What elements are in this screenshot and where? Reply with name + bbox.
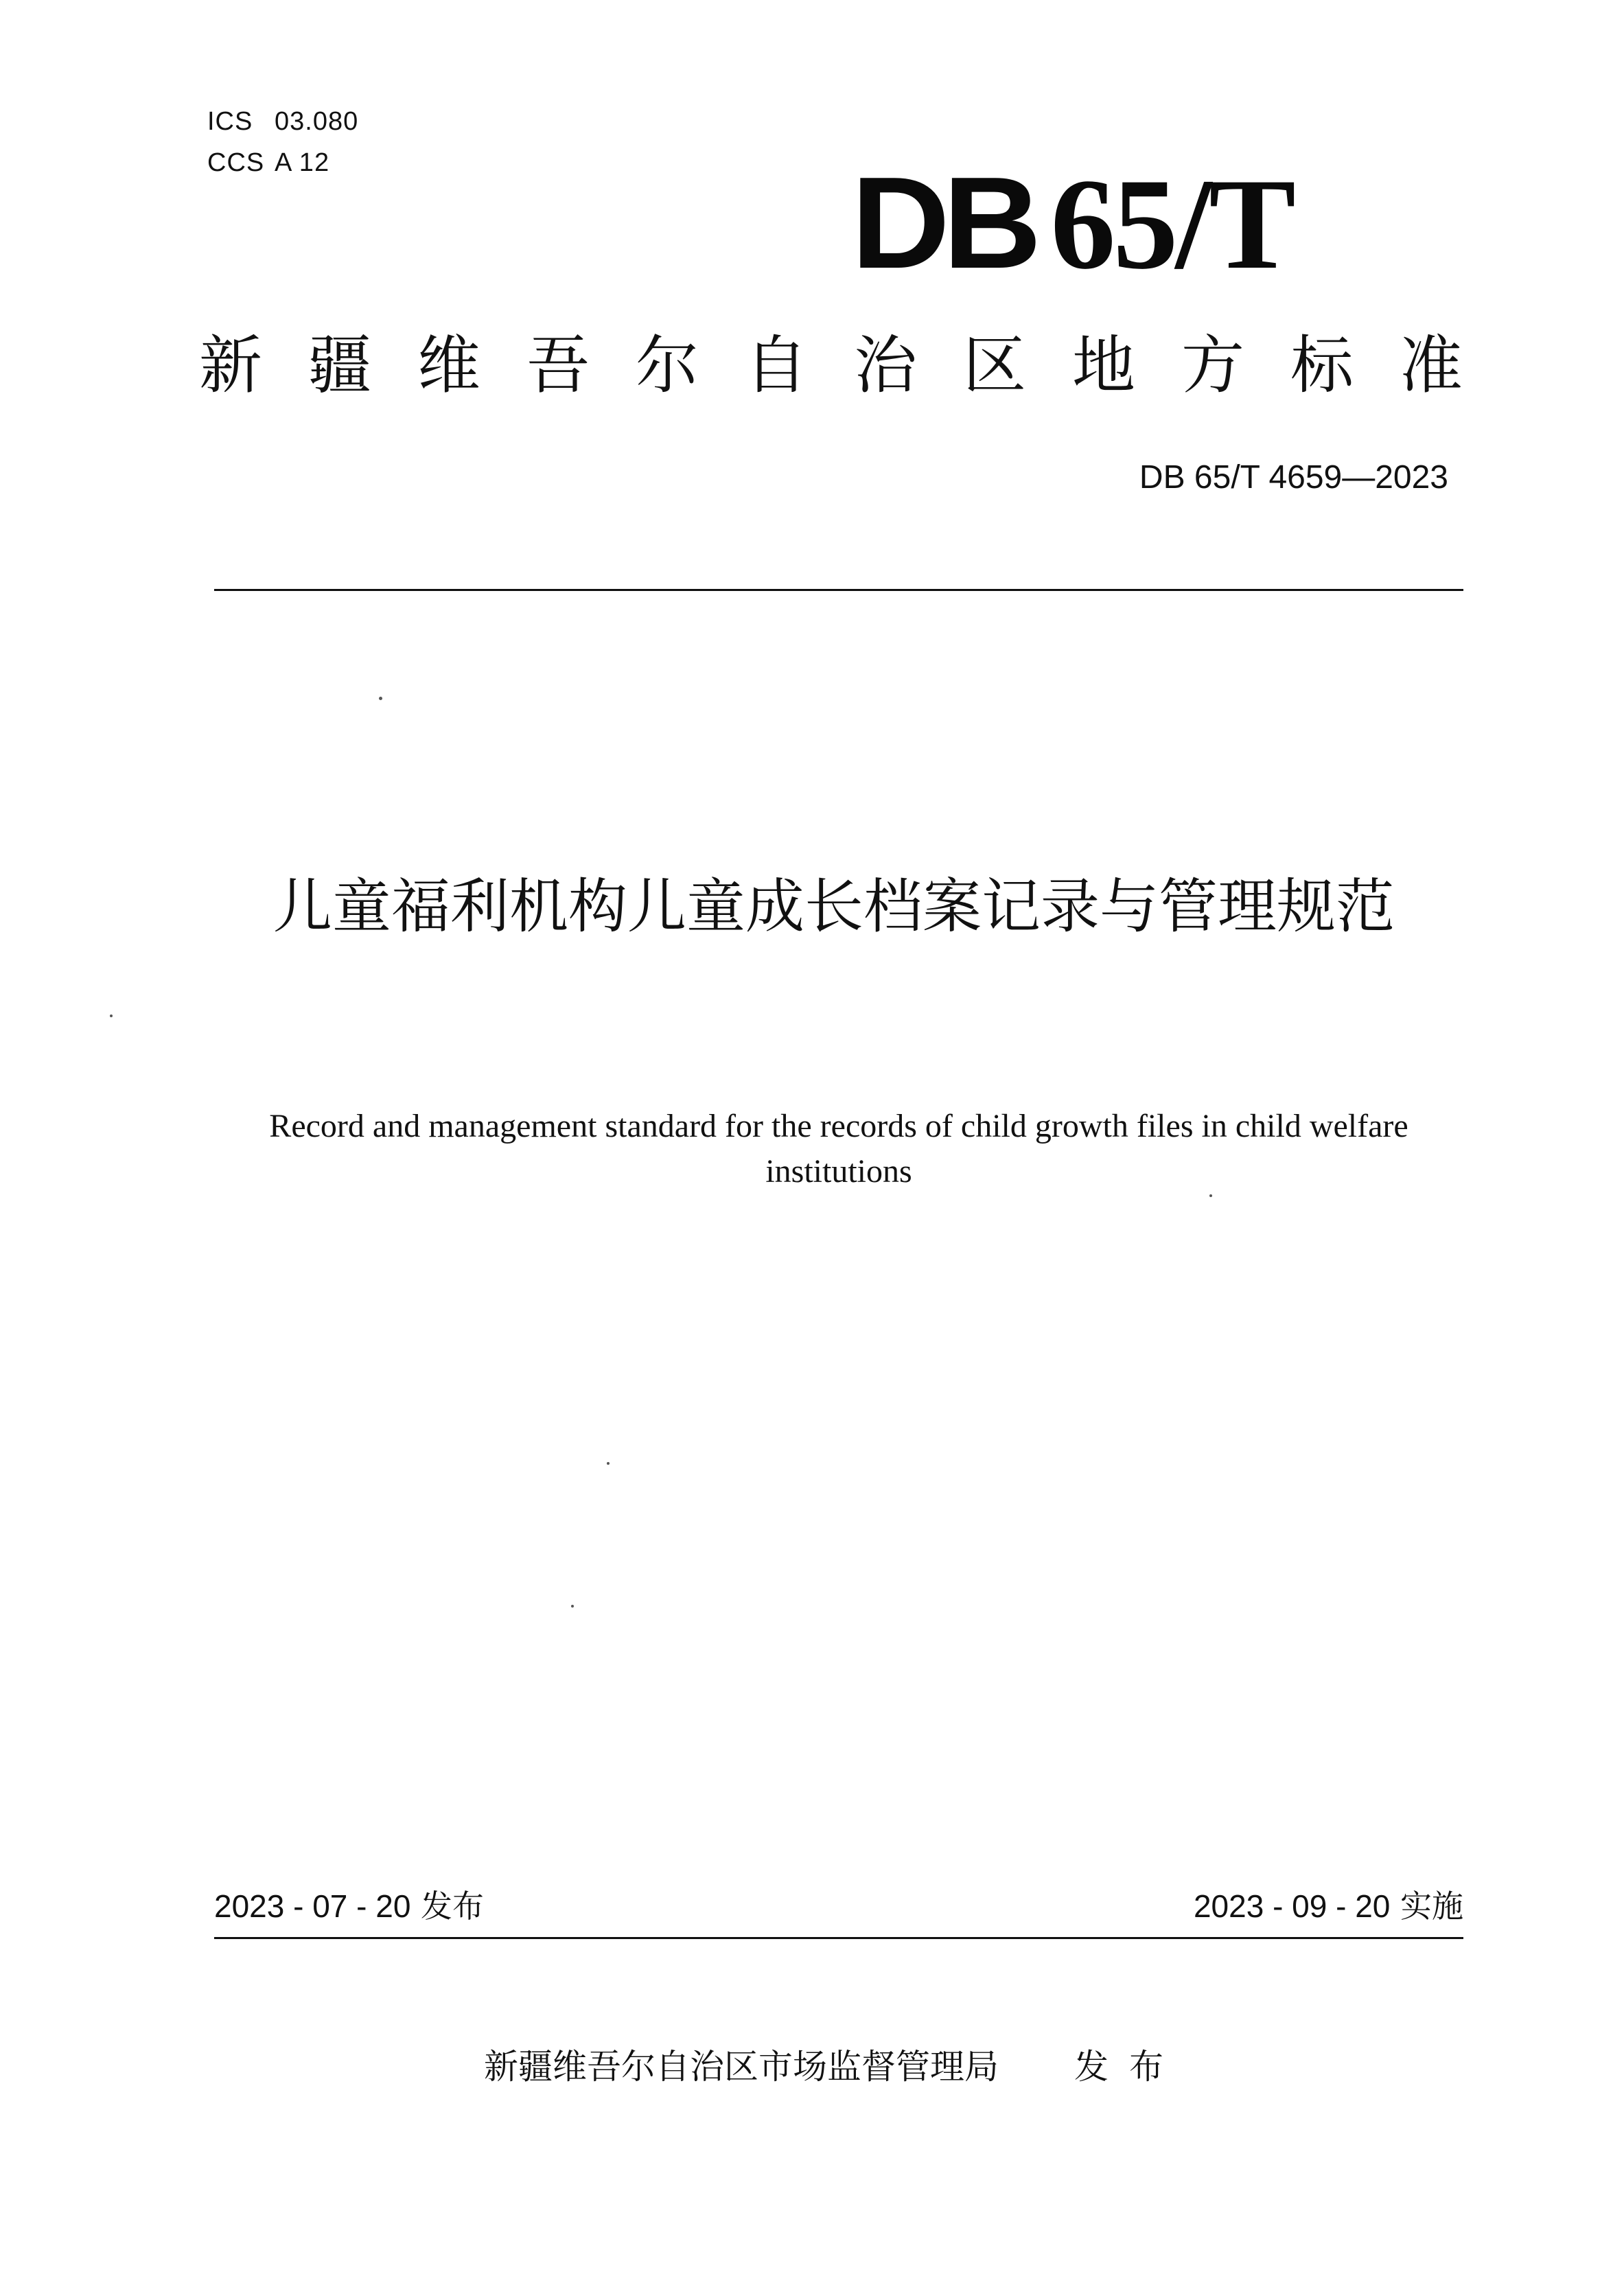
ics-label: ICS	[207, 107, 253, 136]
db-logo-code: 65/T	[1050, 152, 1293, 297]
scan-speck	[110, 1014, 113, 1017]
issuer-name: 新疆维吾尔自治区市场监督管理局	[484, 2047, 999, 2087]
implementation-date: 2023 - 09 - 20	[1193, 1888, 1391, 1924]
ics-classification	[207, 106, 358, 137]
db-standard-logo	[851, 150, 1373, 297]
scan-speck	[379, 697, 382, 700]
scan-speck	[607, 1462, 610, 1465]
issuer-action: 发布	[1074, 2047, 1184, 2087]
db-logo-mark: DB	[851, 150, 1035, 296]
standard-number: DB 65/T 4659—2023	[1139, 459, 1448, 496]
implementation-label: 实施	[1400, 1888, 1463, 1925]
issue-label: 发布	[421, 1888, 485, 1925]
ccs-label: CCS	[207, 148, 265, 177]
scan-speck	[1209, 1194, 1212, 1197]
ccs-classification	[207, 147, 329, 178]
top-divider	[214, 589, 1463, 591]
scan-speck	[571, 1605, 574, 1608]
issue-date: 2023 - 07 - 20	[214, 1888, 411, 1924]
issue-date-line	[214, 1886, 484, 1926]
title-chinese: 儿童福利机构儿童成长档案记录与管理规范	[273, 872, 1395, 941]
ccs-code: A 12	[275, 148, 330, 177]
standard-type-heading: 新疆维吾尔自治区地方标准	[199, 329, 1509, 402]
implementation-date-line	[1084, 1886, 1463, 1926]
issuer-line	[206, 2045, 1462, 2088]
title-english: Record and management standard for the records of child growth files in child welfare institutions	[269, 1108, 1408, 1190]
bottom-divider	[214, 1937, 1463, 1939]
ics-code: 03.080	[275, 107, 359, 136]
